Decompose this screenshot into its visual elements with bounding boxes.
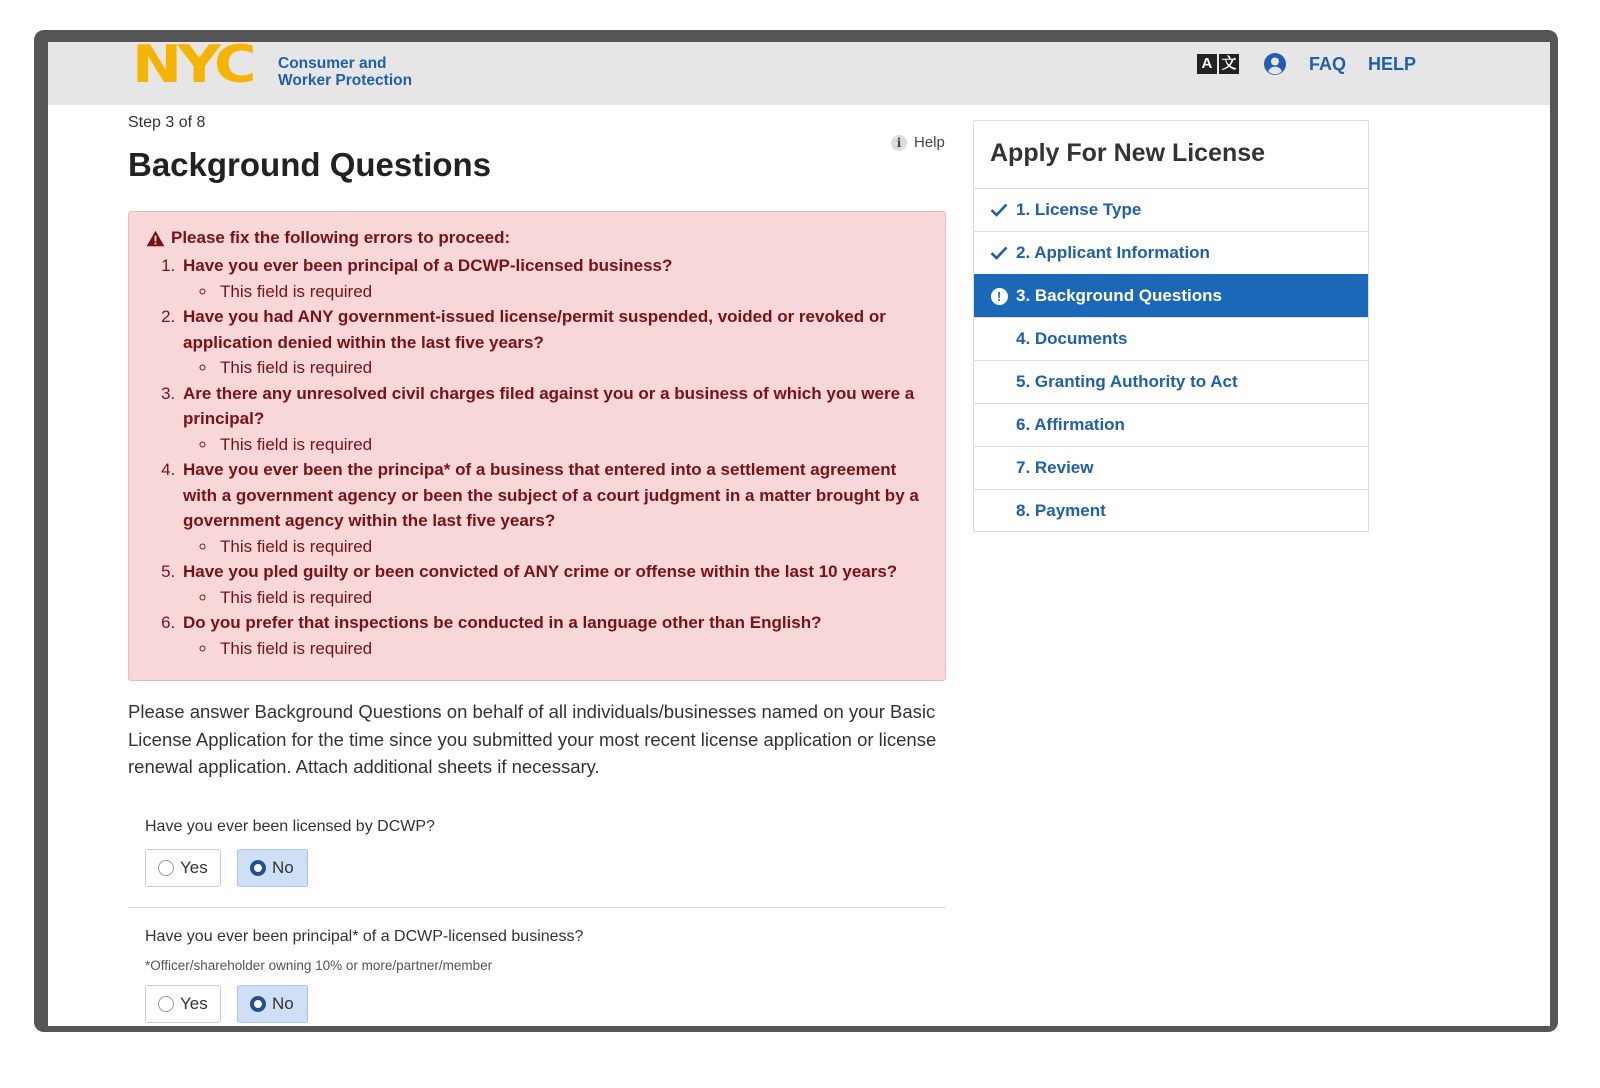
- translate-glyph-cjk: 文: [1219, 54, 1239, 74]
- step-label: 1. License Type: [1016, 200, 1142, 219]
- radio-yes-label: Yes: [180, 858, 208, 877]
- step-granting-authority[interactable]: [974, 360, 1368, 403]
- error-item[interactable]: [180, 381, 927, 458]
- radio-group-principal-dcwp-business: [145, 985, 308, 1023]
- step-label: 3. Background Questions: [1016, 286, 1222, 305]
- error-question: Have you pled guilty or been convicted of ANY crime or offense within the last 10 years?: [183, 562, 898, 581]
- error-question: Have you had ANY government-issued license/permit suspended, voided or revoked or application denied within the last five years?: [183, 307, 886, 352]
- error-item[interactable]: [180, 304, 927, 381]
- nyc-logo[interactable]: NYC: [132, 42, 254, 88]
- user-account-icon[interactable]: [1263, 52, 1287, 76]
- error-message: ◦ This field is required: [217, 534, 927, 560]
- step-spacer: [990, 459, 1008, 477]
- translate-icon[interactable]: [1197, 54, 1241, 74]
- step-affirmation[interactable]: [974, 403, 1368, 446]
- checkmark-icon: [990, 244, 1008, 262]
- application-steps-panel: [973, 120, 1369, 532]
- question-footnote: *Officer/shareholder owning 10% or more/partner/member: [145, 958, 493, 973]
- browser-viewport: [48, 42, 1550, 1026]
- error-heading-text: Please fix the following errors to proceed:: [171, 228, 511, 247]
- step-label: 4. Documents: [1016, 329, 1128, 348]
- error-summary: [128, 211, 946, 681]
- error-message: ◦ This field is required: [217, 636, 927, 662]
- error-item[interactable]: [180, 559, 927, 610]
- faq-link[interactable]: FAQ: [1308, 53, 1346, 74]
- step-applicant-information[interactable]: [974, 231, 1368, 274]
- steps-panel-title: Apply For New License: [990, 139, 1266, 167]
- step-label: 8. Payment: [1016, 501, 1106, 520]
- radio-yes[interactable]: [145, 985, 221, 1023]
- error-message: ◦ This field is required: [217, 432, 927, 458]
- help-link[interactable]: HELP: [1367, 53, 1416, 74]
- step-indicator: Step 3 of 8: [128, 114, 206, 131]
- error-item[interactable]: [180, 457, 927, 559]
- step-review[interactable]: [974, 446, 1368, 489]
- error-item[interactable]: [180, 253, 927, 304]
- help-label: Help: [914, 134, 945, 151]
- page-title: Background Questions: [128, 146, 492, 183]
- error-item[interactable]: [180, 610, 927, 661]
- info-icon: i: [891, 135, 907, 151]
- agency-name-line2: Worker Protection: [278, 72, 413, 89]
- error-question: Are there any unresolved civil charges filed against you or a business of which you were a principal?: [183, 383, 915, 428]
- translate-glyph-latin: A: [1197, 54, 1217, 74]
- step-spacer: [990, 373, 1008, 391]
- radio-unchecked-icon: [158, 996, 174, 1012]
- radio-unchecked-icon: [158, 860, 174, 876]
- error-message: ◦ This field is required: [217, 585, 927, 611]
- radio-checked-icon: [250, 996, 266, 1012]
- exclamation-circle-icon: !: [990, 287, 1008, 305]
- radio-no-label: No: [272, 994, 294, 1013]
- step-payment[interactable]: [974, 489, 1368, 532]
- radio-no[interactable]: [237, 849, 308, 887]
- agency-name-line1: Consumer and: [278, 55, 387, 72]
- question-principal-dcwp-business: Have you ever been principal* of a DCWP-licensed business?: [145, 928, 584, 945]
- agency-name[interactable]: [278, 55, 412, 89]
- step-spacer: [990, 502, 1008, 520]
- help-button[interactable]: [891, 134, 945, 151]
- radio-checked-icon: [250, 860, 266, 876]
- site-header: [48, 42, 1550, 105]
- step-spacer: [990, 330, 1008, 348]
- radio-no[interactable]: [237, 985, 308, 1023]
- error-message: ◦ This field is required: [217, 279, 927, 305]
- header-actions: [1197, 52, 1416, 76]
- step-label: 6. Affirmation: [1016, 415, 1125, 434]
- error-summary-heading: [146, 228, 927, 248]
- step-label: 5. Granting Authority to Act: [1016, 372, 1238, 391]
- radio-yes[interactable]: [145, 849, 221, 887]
- question-licensed-by-dcwp: Have you ever been licensed by DCWP?: [145, 818, 435, 835]
- warning-icon: [146, 230, 165, 247]
- error-question: Do you prefer that inspections be conducted in a language other than English?: [183, 613, 822, 632]
- error-question: Have you ever been the principa* of a business that entered into a settlement agreement with a government agency or been the subject of a court judgment in a matter brought by a government agency within the last five years?: [183, 460, 919, 530]
- radio-group-licensed-by-dcwp: [145, 849, 308, 887]
- instructions-text: Please answer Background Questions on behalf of all individuals/businesses named on your Basic License Application for the time since you submitted your most recent license application or license renewal application. Attach additional sheets if necessary.: [128, 701, 937, 777]
- step-background-questions[interactable]: [974, 274, 1368, 317]
- steps-list: [974, 188, 1368, 532]
- step-documents[interactable]: [974, 317, 1368, 360]
- step-spacer: [990, 416, 1008, 434]
- step-license-type[interactable]: [974, 188, 1368, 231]
- radio-no-label: No: [272, 858, 294, 877]
- step-label: 7. Review: [1016, 458, 1094, 477]
- error-question: Have you ever been principal of a DCWP-licensed business?: [183, 256, 673, 275]
- error-message: ◦ This field is required: [217, 355, 927, 381]
- step-label: 2. Applicant Information: [1016, 243, 1210, 262]
- checkmark-icon: [990, 201, 1008, 219]
- error-list: [146, 253, 927, 661]
- radio-yes-label: Yes: [180, 994, 208, 1013]
- section-divider: [128, 907, 946, 908]
